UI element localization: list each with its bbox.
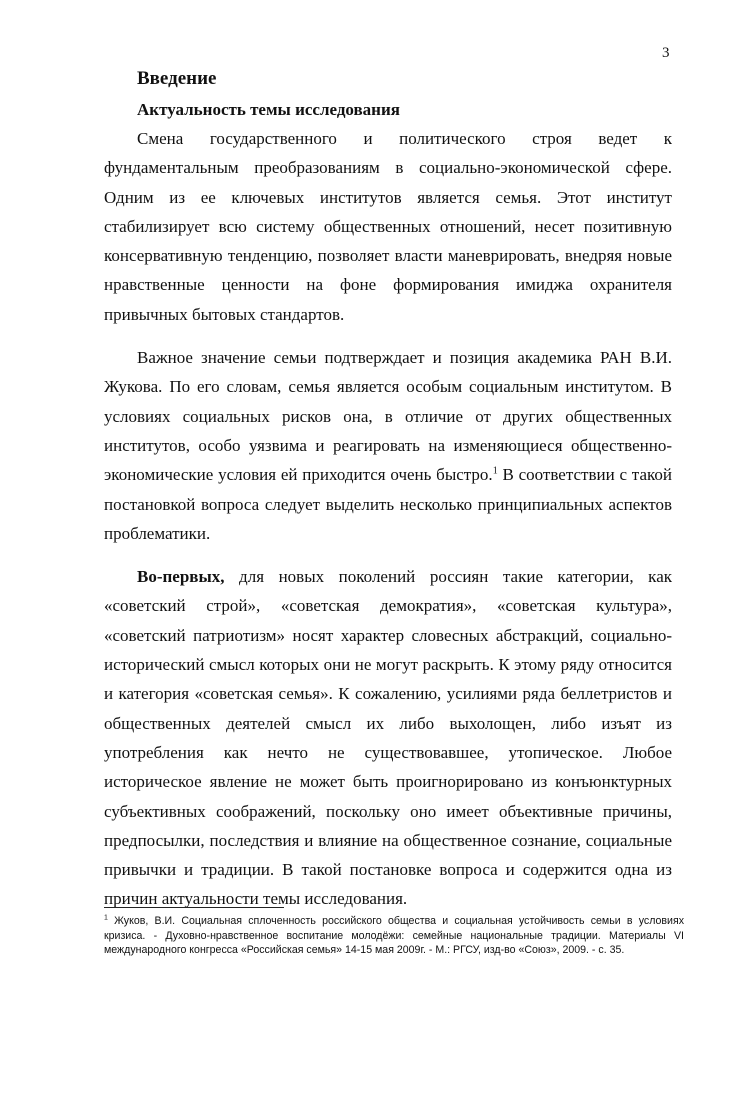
page-number: 3 — [662, 45, 670, 61]
footnote-text: Жуков, В.И. Социальная сплоченность российского общества и социальная устойчивость семьи в условиях кризиса. - Духовно-нравственное воспитание молодёжи: семейные национальные традиции. Материалы VI международного конгресса «Российская семья» 14-15 мая 2009г. - М.: РГСУ, изд-во «Союз», 2009. - с. 35. — [104, 915, 684, 957]
footnote — [104, 914, 684, 958]
section-heading: Введение — [137, 68, 217, 89]
paragraph-3 — [104, 562, 672, 914]
footnote-mark: 1 — [104, 914, 108, 922]
paragraph-2 — [104, 343, 672, 548]
paragraph-2-text: Важное значение семьи подтверждает и позиция академика РАН В.И. Жукова. По его словам, семья является особым социальным институтом. В условиях социальных рисков она, в отличие от других общественных институтов, особо уязвима и реагировать на изменяющиеся общественно-экономические условия ей приходится очень быстро. — [104, 348, 672, 485]
page-body — [104, 66, 672, 928]
paragraph-2-continuation: В соответствии с такой постановкой вопроса следует выделить несколько принципиальных аспектов проблематики. — [104, 465, 672, 543]
footnote-divider — [104, 907, 284, 908]
paragraph-3-text: для новых поколений россиян такие категории, как «советский строй», «советская демократия», «советская культура», «советский патриотизм» носят характер словесных абстракций, социально-исторический смысл которых они не могут раскрыть. К этому ряду относится и категория «советская семья». К сожалению, усилиями ряда беллетристов и общественных деятелей смысл их либо выхолощен, либо изъят из употребления как нечто не существовавшее, утопическое. Любое историческое явление не может быть проигнорировано из конъюнктурных субъективных соображений, поскольку оно имеет объективные причины, предпосылки, последствия и влияние на общественное сознание, социальные привычки и традиции. В такой постановке вопроса и содержится одна из причин актуальности темы исследования. — [104, 567, 672, 909]
paragraph-3-lead: Во-первых, — [137, 567, 225, 587]
section-subheading: Актуальность темы исследования — [137, 100, 400, 119]
paragraph-1: Смена государственного и политического строя ведет к фундаментальным преобразованиям в социально-экономической сфере. Одним из ее ключевых институтов является семья. Этот институт стабилизирует всю систему общественных отношений, несет позитивную консервативную тенденцию, позволяет власти маневрировать, внедряя новые нравственные ценности на фоне формирования имиджа охранителя привычных бытовых стандартов. — [104, 129, 672, 324]
footnote-reference[interactable]: 1 — [492, 465, 498, 477]
